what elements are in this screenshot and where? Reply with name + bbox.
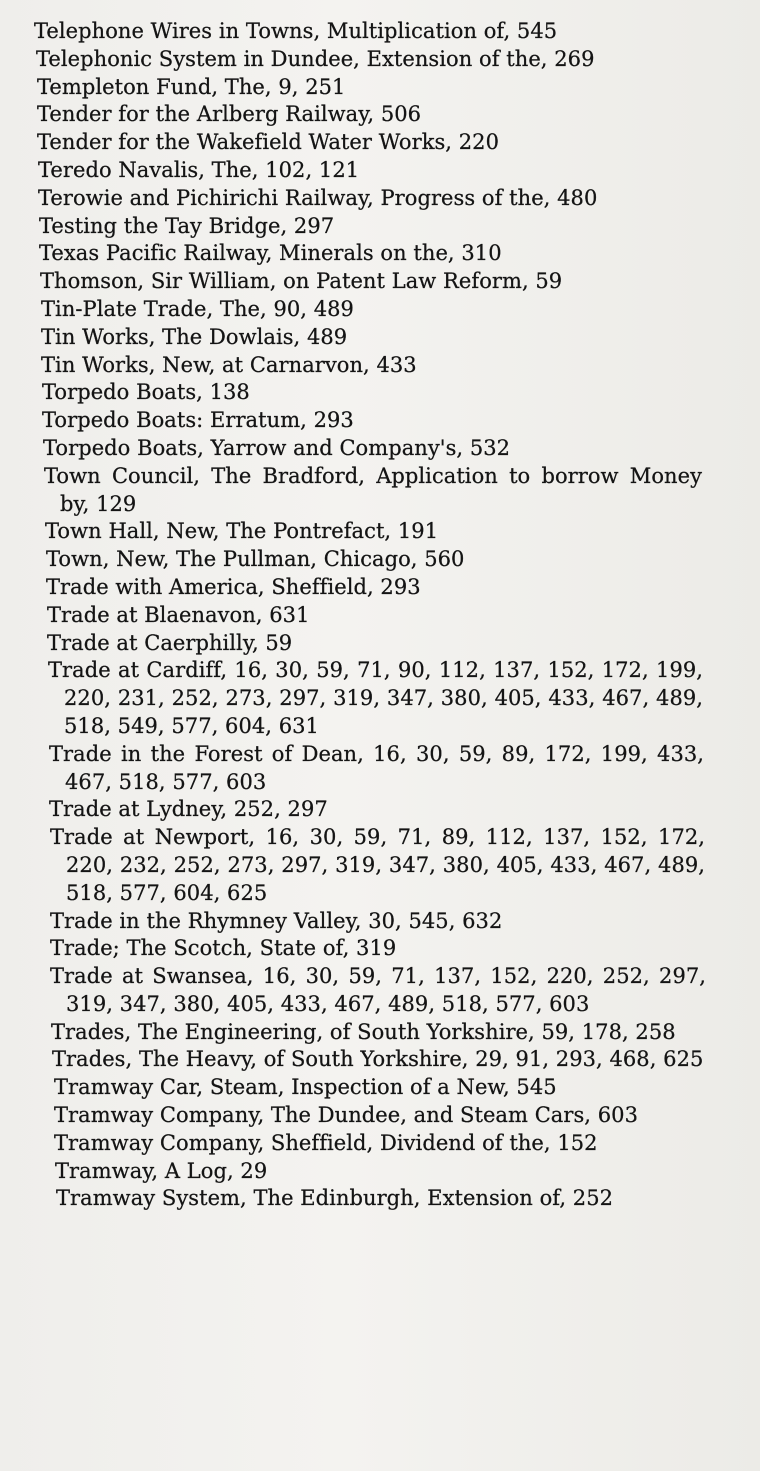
index-list [0, 18, 760, 1213]
index-entry: Templeton Fund, The, 9, 251 [37, 74, 346, 99]
index-entry: Texas Pacific Railway, Minerals on the, 310 [39, 241, 502, 266]
index-entry: Trade at Cardiff, 16, 30, 59, 71, 90, 112, 137, 152, 172, 199, 220, 231, 252, 273, 297, 319, 347, 380, 405, 433, 467, 489, 518, 549, 577, 604, 631 [48, 658, 703, 738]
index-entry: Tin Works, The Dowlais, 489 [41, 324, 348, 349]
index-entry: Tramway System, The Edinburgh, Extension of, 252 [56, 1186, 614, 1211]
index-entry: Torpedo Boats, Yarrow and Company's, 532 [43, 435, 511, 460]
index-entry: Trade with America, Sheffield, 293 [46, 574, 421, 599]
index-entry: Tramway Company, Sheffield, Dividend of the, 152 [54, 1130, 598, 1155]
index-entry: Tramway, A Log, 29 [55, 1158, 268, 1183]
index-entry: Tin Works, New, at Carnarvon, 433 [41, 352, 417, 377]
index-entry: Trade at Lydney, 252, 297 [49, 797, 328, 822]
index-entry: Town Hall, New, The Pontrefact, 191 [45, 519, 439, 544]
index-entry: Town, New, The Pullman, Chicago, 560 [46, 547, 465, 572]
index-entry: Tender for the Wakefield Water Works, 220 [37, 130, 499, 155]
index-entry: Tramway Car, Steam, Inspection of a New, 545 [54, 1075, 557, 1100]
index-entry: Torpedo Boats, 138 [42, 380, 250, 405]
index-entry: Trade; The Scotch, State of, 319 [50, 936, 397, 961]
index-entry: Torpedo Boats: Erratum, 293 [42, 408, 354, 433]
index-entry: Trades, The Heavy, of South Yorkshire, 29, 91, 293, 468, 625 [52, 1047, 704, 1072]
index-entry: Town Council, The Bradford, Application to borrow Money by, 129 [44, 463, 702, 516]
index-entry: Testing the Tay Bridge, 297 [39, 213, 335, 238]
index-entry: Tramway Company, The Dundee, and Steam Cars, 603 [54, 1103, 638, 1128]
index-entry: Trade at Swansea, 16, 30, 59, 71, 137, 152, 220, 252, 297, 319, 347, 380, 405, 433, 467, 489, 518, 577, 603 [50, 964, 706, 1016]
index-entry: Tin-Plate Trade, The, 90, 489 [41, 296, 354, 321]
index-entry: Telephonic System in Dundee, Extension of the, 269 [36, 46, 595, 71]
index-entry: Thomson, Sir William, on Patent Law Reform, 59 [40, 269, 563, 294]
index-entry: Terowie and Pichirichi Railway, Progress of the, 480 [38, 185, 598, 210]
index-entry: Tender for the Arlberg Railway, 506 [37, 102, 422, 127]
index-entry: Trade at Blaenavon, 631 [47, 602, 310, 627]
index-entry: Telephone Wires in Towns, Multiplication of, 545 [34, 19, 558, 43]
index-entry: Teredo Navalis, The, 102, 121 [38, 157, 360, 182]
index-entry: Trade in the Rhymney Valley, 30, 545, 632 [50, 908, 503, 933]
index-entry: Trade in the Forest of Dean, 16, 30, 59, 89, 172, 199, 433, 467, 518, 577, 603 [49, 741, 704, 794]
index-entry: Trade at Newport, 16, 30, 59, 71, 89, 112, 137, 152, 172, 220, 232, 252, 273, 297, 319, 347, 380, 405, 433, 467, 489, 518, 577, 604, 625 [50, 825, 705, 905]
index-entry: Trades, The Engineering, of South Yorkshire, 59, 178, 258 [51, 1019, 676, 1044]
index-entry: Trade at Caerphilly, 59 [47, 630, 293, 655]
